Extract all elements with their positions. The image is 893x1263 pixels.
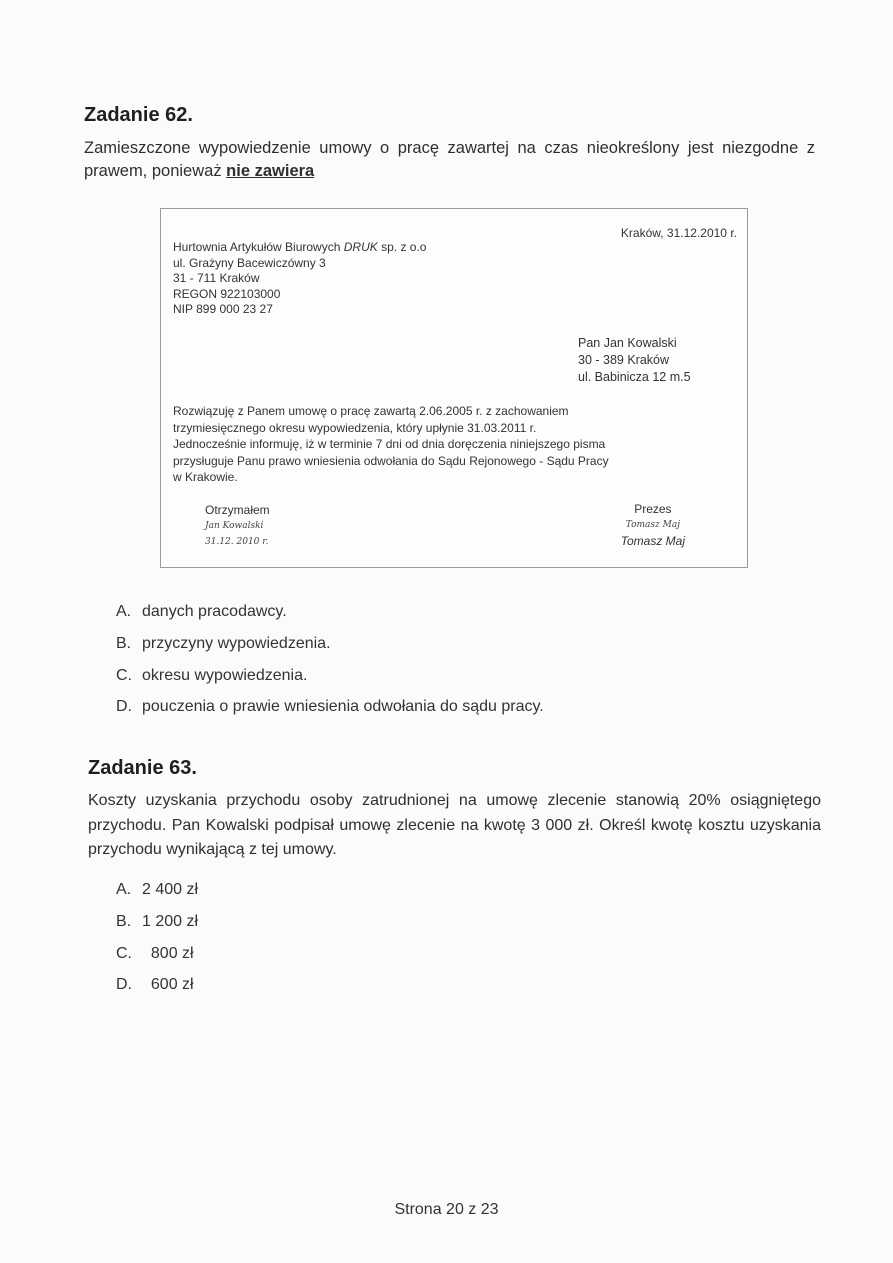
task-63-question: Koszty uzyskania przychodu osoby zatrudnionej na umowę zlecenie stanowią 20% osiągniętego przychodu. Pan Kowalski podpisał umowę zlecenie na kwotę 3 000 zł. Określ kwotę kosztu uzyskania przychodu wynikającą z tej umowy. <box>88 792 821 858</box>
task-62-title: Zadanie 62. <box>84 104 193 126</box>
letter-body-line: przysługuje Panu prawo wniesienia odwołania do Sądu Rejonowego - Sądu Pracy <box>173 453 609 468</box>
letter-body-line: Jednocześnie informuję, iż w terminie 7 dni od dnia doręczenia niniejszego pisma <box>173 437 606 451</box>
president-signature: Tomasz Maj <box>625 520 680 530</box>
answer-text: przyczyny wypowiedzenia. <box>142 634 331 652</box>
answer-text: okresu wypowiedzenia. <box>142 666 308 684</box>
answer-option[interactable] <box>116 664 544 696</box>
employer-name-italic: DRUK <box>343 240 378 254</box>
received-signature: Jan Kowalski <box>205 521 264 531</box>
recipient-block <box>578 335 691 386</box>
letter-place-date: Kraków, 31.12.2010 r. <box>620 226 737 240</box>
answer-letter: D. <box>116 698 132 716</box>
task-62-answers <box>116 600 544 727</box>
answer-option[interactable] <box>116 942 198 974</box>
president-label: Prezes <box>634 502 672 516</box>
employer-city: 31 - 711 Kraków <box>173 271 260 285</box>
task-62-question-text: Zamieszczone wypowiedzenie umowy o pracę zawartej na czas nieokreślony jest niezgodne z prawem, ponieważ <box>84 139 815 180</box>
answer-text: 800 zł <box>142 944 194 962</box>
employer-name-after: sp. z o.o <box>381 240 427 254</box>
president-block <box>621 501 685 550</box>
answer-text: 600 zł <box>142 976 194 994</box>
page-number: Strona 20 z 23 <box>394 1201 499 1218</box>
answer-letter: A. <box>116 603 132 620</box>
answer-option[interactable] <box>116 910 198 942</box>
received-date: 31.12. 2010 r. <box>205 537 269 547</box>
received-block <box>205 502 270 550</box>
answer-option[interactable] <box>116 878 198 910</box>
task-63-answers <box>116 878 198 1005</box>
answer-option[interactable] <box>116 973 198 1005</box>
recipient-city: 30 - 389 Kraków <box>578 353 670 367</box>
letter-body-line: w Krakowie. <box>173 470 238 484</box>
employer-name-before: Hurtownia Artykułów Biurowych <box>173 240 341 254</box>
answer-option[interactable] <box>116 600 544 632</box>
letter-body-line: trzymiesięcznego okresu wypowiedzenia, który upłynie 31.03.2011 r. <box>173 420 537 435</box>
employer-regon: REGON 922103000 <box>173 286 281 301</box>
answer-letter: B. <box>116 912 132 930</box>
task-62-question <box>84 137 815 183</box>
answer-letter: D. <box>116 976 132 994</box>
answer-letter: B. <box>116 634 132 652</box>
employer-nip: NIP 899 000 23 27 <box>173 302 273 316</box>
dismissal-letter <box>160 208 748 568</box>
answer-text: 2 400 zł <box>142 881 199 898</box>
answer-text: 1 200 zł <box>142 912 199 930</box>
received-label: Otrzymałem <box>205 503 270 517</box>
recipient-street: ul. Babinicza 12 m.5 <box>578 370 691 384</box>
answer-letter: C. <box>116 666 132 684</box>
letter-body-line: Rozwiązuję z Panem umowę o pracę zawartą 2.06.2005 r. z zachowaniem <box>173 404 569 418</box>
task-62-question-emphasis: nie zawiera <box>226 162 315 180</box>
employer-name <box>173 240 426 256</box>
president-name: Tomasz Maj <box>620 534 685 548</box>
answer-text: danych pracodawcy. <box>142 603 287 620</box>
task-63-title: Zadanie 63. <box>88 757 197 779</box>
answer-letter: C. <box>116 944 132 962</box>
answer-option[interactable] <box>116 632 544 664</box>
answer-text: pouczenia o prawie wniesienia odwołania do sądu pracy. <box>142 698 544 716</box>
employer-block <box>173 240 426 318</box>
answer-letter: A. <box>116 881 132 898</box>
recipient-name: Pan Jan Kowalski <box>578 336 677 350</box>
letter-body <box>173 403 609 486</box>
employer-street: ul. Grażyny Bacewiczówny 3 <box>173 255 326 270</box>
answer-option[interactable] <box>116 695 544 727</box>
